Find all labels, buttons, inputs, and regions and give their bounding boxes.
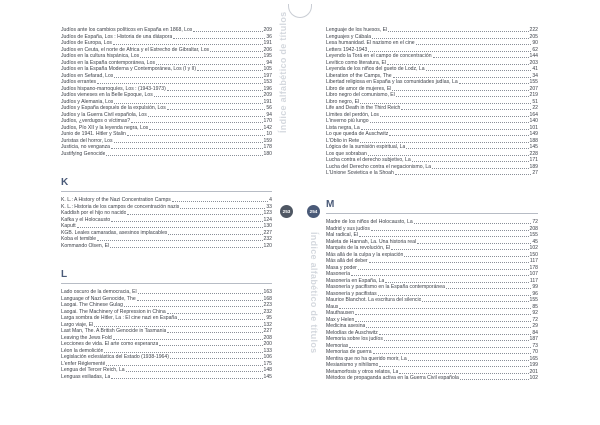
entry-title: Masonería en España, La xyxy=(326,277,385,284)
dot-leader xyxy=(384,340,529,341)
entry-page-number: 189 xyxy=(529,163,538,170)
entry-page-number: 123 xyxy=(263,210,272,216)
section-letter-l: L xyxy=(61,269,68,280)
dot-leader xyxy=(178,319,265,320)
entry-title: Madrid y sus judíos xyxy=(326,225,370,232)
entry-title: Life and Death in the Third Reich xyxy=(326,105,401,111)
entry-page-number: 227 xyxy=(263,328,272,334)
dot-leader xyxy=(349,347,531,348)
dot-leader xyxy=(412,161,529,162)
entry-page-number: 197 xyxy=(263,72,272,79)
entry-page-number: 219 xyxy=(529,92,538,98)
entry-page-number: 132 xyxy=(263,321,272,328)
entry-page-number: 117 xyxy=(529,258,538,264)
entry-page-number: 168 xyxy=(263,295,272,302)
entry-title: Lenguajes y Cábala xyxy=(326,33,372,40)
dot-leader xyxy=(361,129,529,130)
index-entry xyxy=(61,151,272,158)
entry-title: Levítico como literatura, El xyxy=(326,59,387,66)
section-k xyxy=(61,178,272,249)
entry-page-number: 84 xyxy=(532,329,538,336)
entry-page-number: 92 xyxy=(532,310,538,316)
entry-title: Lo que queda de Auschwitz xyxy=(326,131,389,137)
entry-page-number: 117 xyxy=(529,277,538,284)
entry-title: Kommando Olsen, El xyxy=(61,242,110,249)
entry-page-number: 105 xyxy=(263,66,272,72)
dot-leader xyxy=(380,116,529,117)
section-l xyxy=(61,270,272,380)
entry-title: Judíos en la España contemporánea, Los xyxy=(61,59,156,66)
index-entry xyxy=(326,170,538,177)
entry-title: Judíos, ¿verdugos o víctimas? xyxy=(61,118,131,124)
dot-leader xyxy=(460,379,529,380)
entry-title: Lenguas exiliadas, La xyxy=(61,373,111,380)
entry-title: Leyenda de los niños del gueto de Lodz, La xyxy=(326,66,425,72)
entry-title: Judíos hispano-marroquíes, Los : (1943-1973) xyxy=(61,85,166,92)
entry-title: Letters 1942-1943 xyxy=(326,46,368,53)
dot-leader xyxy=(358,269,529,270)
entry-page-number: 195 xyxy=(263,53,272,59)
entry-title: Judíos de Europa, Los xyxy=(61,40,112,46)
dot-leader xyxy=(110,247,262,248)
entry-page-number: 196 xyxy=(263,85,272,92)
entry-title: Léon la demolición xyxy=(61,347,104,354)
entry-page-number: 164 xyxy=(529,111,538,118)
entry-title: Judíos en la España Moderna y Contemporánea, Los (I y II) xyxy=(61,66,197,72)
dot-leader xyxy=(392,90,528,91)
entry-page-number: 107 xyxy=(529,271,538,277)
entry-page-number: 101 xyxy=(529,124,538,131)
dot-leader xyxy=(391,249,528,250)
section-divider-k xyxy=(61,191,272,192)
section-divider-m xyxy=(326,213,538,214)
dot-leader xyxy=(355,321,531,322)
entry-title: Metamorfosis y otros relatos, La xyxy=(326,368,399,375)
entry-title: Medicina asesina xyxy=(326,323,366,329)
index-entry xyxy=(61,243,272,250)
entry-title: Masonería y pacifismo en la España contemporánea xyxy=(326,284,445,290)
dot-leader xyxy=(180,208,265,209)
entry-page-number: 99 xyxy=(532,284,538,290)
page-number-left: 253 xyxy=(280,205,293,218)
entry-page-number: 201 xyxy=(529,368,538,375)
entry-page-number: 209 xyxy=(263,92,272,98)
dot-leader xyxy=(378,295,532,296)
entry-title: KGB. Leales camaradas, asesinos implacables xyxy=(61,229,168,236)
entry-page-number: 188 xyxy=(529,137,538,144)
dot-leader xyxy=(106,365,262,366)
entry-page-number: 145 xyxy=(263,373,272,380)
entry-title: Kaputt xyxy=(61,223,76,229)
entry-page-number: 45 xyxy=(532,238,538,245)
dot-leader xyxy=(126,371,263,372)
dot-leader xyxy=(385,282,529,283)
entry-page-number: 56 xyxy=(266,105,272,111)
entry-page-number: 144 xyxy=(529,53,538,59)
dot-leader xyxy=(389,135,528,136)
entry-title: Judíos en Sefarad, Los xyxy=(61,72,114,79)
entry-title: K. L.: A History of the Nazi Concentration Camps xyxy=(61,197,171,203)
dot-leader xyxy=(372,38,528,39)
entry-page-number: 232 xyxy=(263,236,272,242)
dot-leader xyxy=(417,243,531,244)
entry-page-number: 227 xyxy=(263,229,272,236)
dot-leader xyxy=(351,275,528,276)
dot-leader xyxy=(97,240,262,241)
entry-title: Language of Nazi Genocide, The xyxy=(61,295,136,302)
entry-page-number: 106 xyxy=(263,354,272,360)
entry-page-number: 73 xyxy=(532,342,538,349)
entry-title: Memoria sobre los judíos xyxy=(326,336,383,342)
dot-leader xyxy=(404,256,528,257)
dot-leader xyxy=(167,90,263,91)
dot-leader xyxy=(366,327,531,328)
index-entry xyxy=(326,375,538,382)
dot-leader xyxy=(167,109,266,110)
entry-title: Judíos y Alemania, Los xyxy=(61,98,114,105)
entry-title: Judíos y España después de la expulsión, Los xyxy=(61,105,166,111)
dot-leader xyxy=(106,155,262,156)
entry-title: Kaddish por el hijo no nacido xyxy=(61,210,127,216)
entry-title: Mal radical, El xyxy=(326,232,358,238)
entry-page-number: 191 xyxy=(263,40,272,46)
entry-page-number: 223 xyxy=(263,302,272,308)
entry-page-number: 180 xyxy=(263,150,272,157)
left-index-column xyxy=(61,27,272,157)
dot-leader xyxy=(170,358,263,359)
entry-page-number: 95 xyxy=(266,315,272,321)
dot-leader xyxy=(395,174,532,175)
entry-page-number: 70 xyxy=(532,349,538,355)
entry-title: Lucha del Derecho contra el negacionismo, La xyxy=(326,163,432,170)
entry-title: K. L.: Historia de los campos de concentración nazis xyxy=(61,203,180,210)
entry-page-number: 133 xyxy=(263,347,272,354)
entry-title: L'Oblio in Rete xyxy=(326,137,360,144)
dot-leader xyxy=(416,44,532,45)
entry-title: Libro de amor de mujeres, El xyxy=(326,85,392,92)
entry-page-number: 94 xyxy=(266,59,272,66)
dot-leader xyxy=(127,214,262,215)
entry-title: Justicia, no venganza xyxy=(61,144,110,150)
entry-title: Marqués de la revolución, El xyxy=(326,245,391,251)
entry-page-number: 191 xyxy=(263,98,272,105)
entry-title: Libro negro, El xyxy=(326,98,360,105)
entry-page-number: 206 xyxy=(263,46,272,53)
entry-page-number: 41 xyxy=(532,66,538,72)
entry-page-number: 130 xyxy=(263,223,272,229)
entry-title: Judíos vieneses en la Belle Époque, Los xyxy=(61,92,153,98)
entry-page-number: 142 xyxy=(263,124,272,131)
entry-title: Lado oscuro de la democracia, El xyxy=(61,289,137,295)
entry-page-number: 203 xyxy=(529,59,538,66)
dot-leader xyxy=(379,334,532,335)
dot-leader xyxy=(355,314,531,315)
dot-leader xyxy=(131,122,262,123)
section-letter-k: K xyxy=(61,177,69,188)
entry-title: Kafka y el Holocausto xyxy=(61,216,111,223)
entry-title: Los que sobraban xyxy=(326,150,367,157)
dot-leader xyxy=(399,373,528,374)
entry-title: Leaving the Jews Fold xyxy=(61,334,112,341)
entry-title: Last Man, The. A British Genocide in Tasmania xyxy=(61,328,167,334)
entry-title: Judíos de España, Los : Historia de una diáspora xyxy=(61,33,173,40)
entry-page-number: 124 xyxy=(263,216,272,223)
entry-title: L'inverno più lungo xyxy=(326,118,369,124)
entry-page-number: 102 xyxy=(529,245,538,251)
entry-page-number: 199 xyxy=(529,362,538,368)
entry-title: Más allá del deber xyxy=(326,258,368,264)
dot-leader xyxy=(369,262,529,263)
entry-page-number: 222 xyxy=(529,27,538,33)
dot-leader xyxy=(432,168,528,169)
entry-title: Justifying Genocide xyxy=(61,150,106,157)
dot-leader xyxy=(173,38,265,39)
entry-page-number: 150 xyxy=(529,251,538,258)
entry-title: Legislación eclesiástica del Estado (1938-1964) xyxy=(61,354,169,360)
dot-leader xyxy=(114,142,263,143)
dot-leader xyxy=(446,288,531,289)
dot-leader xyxy=(114,77,262,78)
entry-page-number: 228 xyxy=(529,150,538,157)
entry-page-number: 155 xyxy=(529,79,538,85)
section-divider-l xyxy=(61,283,272,284)
dot-leader xyxy=(433,57,529,58)
entry-page-number: 148 xyxy=(263,367,272,373)
dot-leader xyxy=(373,353,532,354)
entry-page-number: 163 xyxy=(263,289,272,295)
entry-title: Melodías de Auschwitz xyxy=(326,329,378,336)
entry-page-number: 140 xyxy=(529,118,538,124)
dot-leader xyxy=(370,122,529,123)
entry-title: Masa y poder xyxy=(326,264,357,271)
entry-page-number: 155 xyxy=(529,297,538,303)
entry-page-number: 187 xyxy=(529,336,538,342)
dot-leader xyxy=(111,221,262,222)
entry-page-number: 159 xyxy=(263,137,272,144)
entry-title: Judíos y la Guerra Civil española, Los xyxy=(61,111,147,118)
right-top-entry-list xyxy=(326,27,538,177)
dot-leader xyxy=(388,31,528,32)
entry-page-number: 36 xyxy=(266,33,272,40)
dot-leader xyxy=(408,360,529,361)
entry-title: Maleta de Hannah, La. Una historia real xyxy=(326,238,417,245)
entry-title: Judíos en la cultura hispánica, Los xyxy=(61,53,140,59)
dot-leader xyxy=(426,70,532,71)
entry-title: Libro negro del comunismo, El xyxy=(326,92,395,98)
entry-page-number: 170 xyxy=(263,118,272,124)
entry-title: Liberation of the Camps, The xyxy=(326,72,392,79)
entry-title: Leyendo la Torá en el campo de concentración xyxy=(326,53,432,59)
entry-page-number: 207 xyxy=(529,85,538,92)
entry-page-number: 90 xyxy=(532,40,538,46)
entry-page-number: 85 xyxy=(532,303,538,310)
k-entry-list xyxy=(61,197,272,249)
entry-title: Mentira que no ha querido morir, La xyxy=(326,355,407,362)
entry-page-number: 165 xyxy=(529,355,538,362)
entry-page-number: 27 xyxy=(532,170,538,176)
entry-page-number: 155 xyxy=(529,232,538,238)
entry-title: Lista negra, La xyxy=(326,124,360,131)
dot-leader xyxy=(104,352,262,353)
dot-leader xyxy=(210,51,262,52)
dot-leader xyxy=(154,96,263,97)
entry-page-number: 171 xyxy=(529,157,538,163)
entry-title: Lógica de la sumisión espiritual, La xyxy=(326,144,406,150)
dot-leader xyxy=(94,326,262,327)
entry-title: Laogai. The Chinese Gulag xyxy=(61,302,123,308)
entry-title: Más allá de la culpa y la expiación xyxy=(326,251,404,258)
entry-title: L'Unione Sovietica e la Shoah xyxy=(326,170,394,176)
dot-leader xyxy=(368,51,531,52)
entry-page-number: 120 xyxy=(263,242,272,249)
entry-page-number: 175 xyxy=(263,360,272,367)
running-title-right: Índice alfabético de títulos xyxy=(309,232,319,354)
dot-leader xyxy=(113,339,263,340)
entry-page-number: 153 xyxy=(263,79,272,85)
entry-page-number: 72 xyxy=(532,316,538,323)
entry-title: Larga sombra de Hitler, La : El cine nazi en España xyxy=(61,315,178,321)
entry-title: Koba el temible xyxy=(61,236,97,242)
entry-title: Lucha contra el derecho subjetivo, La xyxy=(326,157,411,163)
dot-leader xyxy=(124,306,263,307)
entry-title: Mauthausen xyxy=(326,310,355,316)
entry-page-number: 34 xyxy=(532,72,538,79)
dot-leader xyxy=(379,366,528,367)
dot-leader xyxy=(113,44,263,45)
entry-title: L'enfer Réglementé xyxy=(61,360,106,367)
entry-page-number: 178 xyxy=(263,144,272,150)
dot-leader xyxy=(197,70,262,71)
entry-page-number: 72 xyxy=(532,219,538,225)
entry-title: Judíos en Ceuta, el norte de África y el Estrecho de Gibraltar, Los xyxy=(61,46,210,53)
entry-page-number: 33 xyxy=(266,203,272,210)
dot-leader xyxy=(368,155,529,156)
dot-leader xyxy=(360,142,528,143)
m-entry-list xyxy=(326,219,538,382)
l-entry-list xyxy=(61,289,272,380)
entry-page-number: 29 xyxy=(532,323,538,329)
dot-leader xyxy=(359,236,529,237)
right-index-column xyxy=(326,27,538,177)
entry-title: Judíos errantes xyxy=(61,79,97,85)
entry-title: Judíos, Pío XII y la leyenda negra, Los xyxy=(61,124,149,131)
dot-leader xyxy=(371,230,529,231)
entry-title: Lesa humanidad. El nazismo en el cine xyxy=(326,40,415,46)
entry-page-number: 209 xyxy=(263,27,272,33)
section-letter-m: M xyxy=(326,199,335,210)
dot-leader xyxy=(168,234,262,235)
entry-page-number: 149 xyxy=(529,131,538,137)
entry-title: Maurice Blanchot. La escritura del silencio xyxy=(326,297,422,303)
entry-page-number: 200 xyxy=(263,341,272,347)
entry-title: Max y Helen xyxy=(326,316,355,323)
entry-title: Judíos ante los cambios políticos en España en 1868, Los xyxy=(61,27,193,33)
entry-page-number: 94 xyxy=(266,111,272,118)
entry-title: Junio de 1941. Hitler y Stalin xyxy=(61,131,126,137)
dot-leader xyxy=(97,83,262,84)
entry-title: Madre de los niños del Holocausto, La xyxy=(326,219,413,225)
dot-leader xyxy=(167,332,262,333)
dot-leader xyxy=(127,135,265,136)
entry-title: Largo viaje, El xyxy=(61,321,94,328)
entry-title: Mesianismo y nihilismo xyxy=(326,362,379,368)
dot-leader xyxy=(159,345,262,346)
entry-title: Límites del perdón, Los xyxy=(326,111,379,118)
entry-page-number: 232 xyxy=(263,308,272,315)
entry-title: Lenguaje de los huesos, El xyxy=(326,27,388,33)
dot-leader xyxy=(111,148,263,149)
entry-page-number: 4 xyxy=(269,197,272,203)
dot-leader xyxy=(140,57,262,58)
entry-page-number: 62 xyxy=(532,46,538,53)
entry-title: Laogai. The Machinery of Repression in China xyxy=(61,308,166,315)
dot-leader xyxy=(406,148,528,149)
entry-page-number: 51 xyxy=(532,98,538,105)
entry-title: Memorias de guerra xyxy=(326,349,372,355)
entry-title: Masonería xyxy=(326,271,351,277)
dot-leader xyxy=(138,293,263,294)
entry-title: Maus xyxy=(326,303,339,310)
dot-leader xyxy=(156,64,265,65)
left-top-entry-list xyxy=(61,27,272,157)
entry-title: Memorias xyxy=(326,342,349,349)
dot-leader xyxy=(149,129,262,130)
entry-page-number: 205 xyxy=(529,33,538,40)
dot-leader xyxy=(387,64,528,65)
entry-title: Lecciones de vida. El arte como esperanza xyxy=(61,341,159,347)
dot-leader xyxy=(137,300,263,301)
dot-leader xyxy=(111,378,262,379)
dot-leader xyxy=(422,301,528,302)
entry-title: Lengua del Tercer Reich, La xyxy=(61,367,125,373)
entry-title: Masonería y pacifistas xyxy=(326,290,377,297)
dot-leader xyxy=(172,201,268,202)
section-m xyxy=(326,200,538,382)
dot-leader xyxy=(393,77,532,78)
dot-leader xyxy=(339,308,531,309)
dot-leader xyxy=(148,116,266,117)
entry-page-number: 10 xyxy=(266,131,272,137)
running-title-left: Índice alfabético de títulos xyxy=(278,11,288,133)
entry-page-number: 145 xyxy=(529,144,538,150)
entry-page-number: 102 xyxy=(529,375,538,381)
entry-title: Libertad religiosa en España y las comunidades judías, La xyxy=(326,79,458,85)
index-entry xyxy=(61,374,272,381)
dot-leader xyxy=(193,31,262,32)
dot-leader xyxy=(459,83,529,84)
dot-leader xyxy=(414,223,532,224)
page-number-right: 254 xyxy=(307,205,320,218)
entry-page-number: 178 xyxy=(529,264,538,271)
entry-page-number: 96 xyxy=(532,290,538,297)
dot-leader xyxy=(360,103,531,104)
entry-page-number: 208 xyxy=(263,334,272,341)
dot-leader xyxy=(167,313,263,314)
entry-title: Métodos de propaganda activa en la Guerra Civil española xyxy=(326,375,459,381)
entry-title: Juristas del horror, Los xyxy=(61,137,113,144)
dot-leader xyxy=(401,109,531,110)
dot-leader xyxy=(114,103,262,104)
dot-leader xyxy=(77,227,263,228)
entry-page-number: 22 xyxy=(532,105,538,111)
dot-leader xyxy=(396,96,529,97)
entry-page-number: 208 xyxy=(529,225,538,232)
